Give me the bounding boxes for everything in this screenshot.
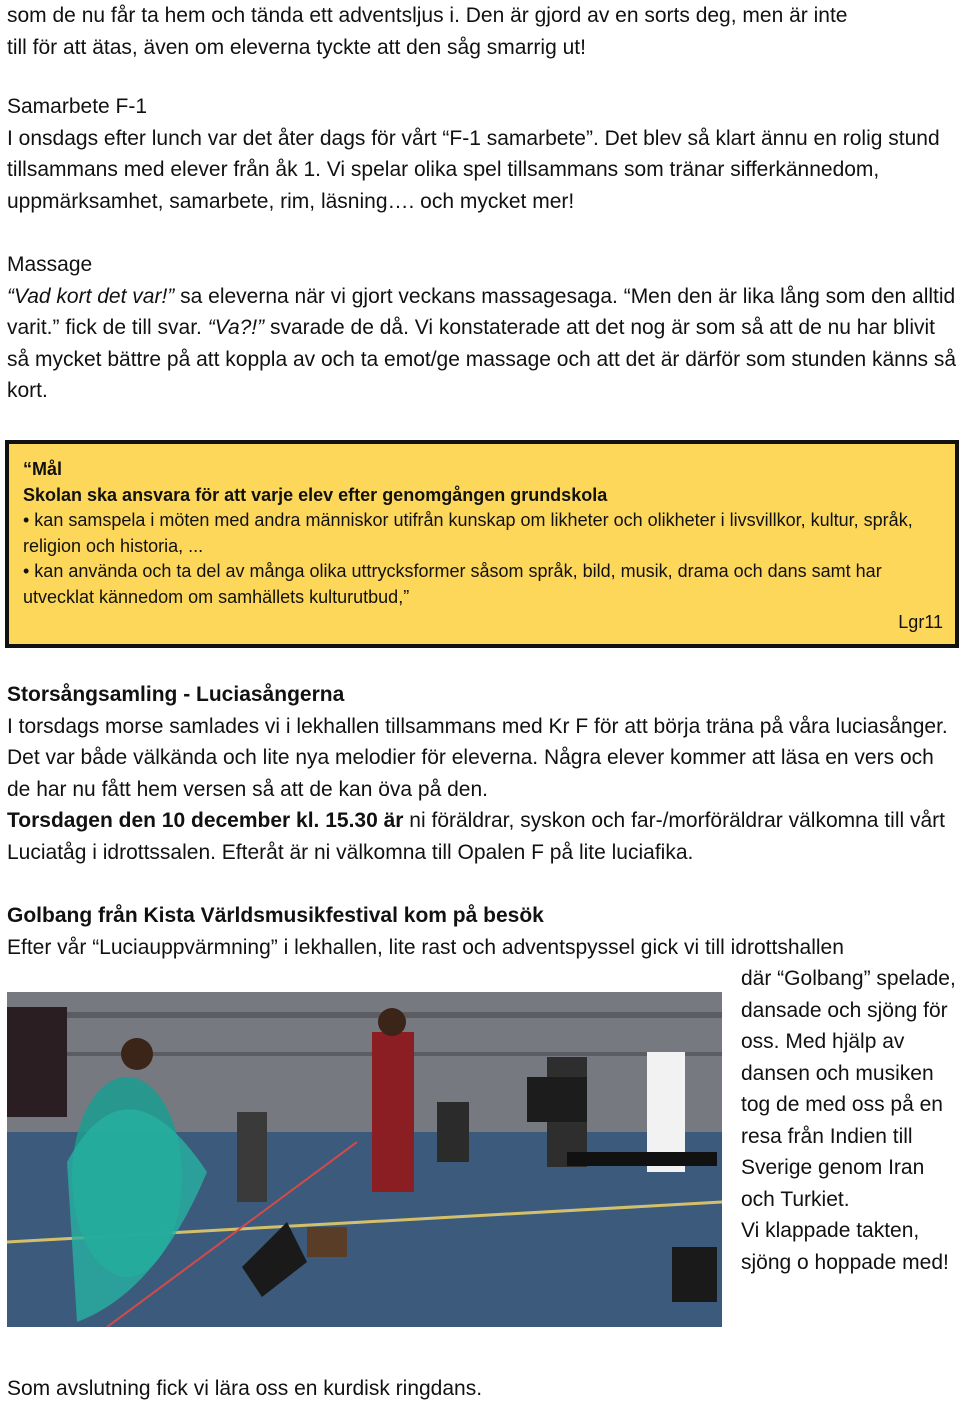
golbang-side-text: [741, 963, 956, 1278]
golbang-performance-photo: [7, 992, 722, 1327]
curriculum-goal-box: [5, 440, 959, 648]
massage-section: [7, 249, 957, 407]
goal-reference: Lgr11: [898, 612, 943, 632]
massage-quote-1: “Vad kort det var!”: [7, 284, 175, 308]
lucia-body-2: [7, 805, 957, 868]
golbang-heading: Golbang från Kista Världsmusikfestival kom på besök: [7, 904, 544, 927]
samarbete-heading: Samarbete F-1: [7, 95, 148, 118]
lucia-heading: Storsångsamling - Luciasångerna: [7, 683, 345, 706]
samarbete-body: I onsdags efter lunch var det åter dags för vårt “F-1 samarbete”. Det blev så klart ännu en rolig stund tillsammans med elever från åk 1. Vi spelar olika spel tillsammans som tränar sifferkännedom, uppmärksamhet, samarbete, rim, läsning…. och mycket mer!: [7, 126, 940, 213]
golbang-section: [7, 900, 957, 963]
massage-body: [7, 281, 957, 407]
golbang-closing: Som avslutning fick vi lära oss en kurdisk ringdans.: [7, 1377, 483, 1400]
goal-title: “Mål: [23, 459, 63, 479]
lucia-body: I torsdags morse samlades vi i lekhallen tillsammans med Kr F för att börja träna på våra luciasånger. Det var både välkända och lite nya melodier för eleverna. Några elever kommer att läsa en vers och de har nu fått hem versen så att de kan öva på den.: [7, 714, 948, 801]
massage-quote-2: “Va?!”: [207, 316, 265, 339]
intro-line-2: till för att ätas, även om eleverna tyckte att den såg smarrig ut!: [7, 35, 586, 59]
massage-text-1: sa eleverna när vi gjort veckans massagesaga. “Men den är lika lång som den alltid varit.” fick de till svar.: [7, 284, 956, 339]
photo-illustration: [7, 992, 722, 1327]
golbang-side-paragraph-2: Vi klappade takten, sjöng o hoppade med!: [741, 1219, 949, 1274]
goal-subtitle: Skolan ska ansvara för att varje elev efter genomgången grundskola: [23, 484, 608, 505]
intro-line-1: som de nu får ta hem och tända ett adventsljus i. Den är gjord av en sorts deg, men är inte: [7, 4, 848, 27]
massage-heading: Massage: [7, 253, 93, 276]
lucia-date: Torsdagen den 10 december kl. 15.30 är: [7, 809, 404, 832]
goal-bullet-1: • kan samspela i möten med andra människor utifrån kunskap om likheter och olikheter i livsvillkor, kultur, språk, religion och historia, ...: [23, 510, 913, 556]
golbang-intro: Efter vår “Luciauppvärmning” i lekhallen, lite rast och adventspyssel gick vi till idrottshallen: [7, 935, 844, 959]
samarbete-section: [7, 91, 957, 217]
lucia-section: [7, 679, 957, 868]
goal-bullet-2: • kan använda och ta del av många olika uttrycksformer såsom språk, bild, musik, drama och dans samt har utvecklat kännedom om samhällets kulturutbud,”: [23, 561, 882, 607]
golbang-side-paragraph: där “Golbang” spelade, dansade och sjöng för oss. Med hjälp av dansen och musiken tog de med oss på en resa från Indien till Sverige genom Iran och Turkiet.: [741, 967, 956, 1211]
goal-text: [23, 457, 938, 610]
massage-text-2: svarade de då. Vi konstaterade att det nog är som så att de nu har blivit så mycket bättre på att koppla av och ta emot/ge massage och att det är därför som stunden känns så kort.: [7, 316, 957, 402]
intro-paragraph: [7, 0, 957, 63]
lucia-body-2-text: ni föräldrar, syskon och far-/morföräldrar välkomna till vårt Luciatåg i idrottssalen. Efteråt är ni välkomna till Opalen F på lite luciafika.: [7, 809, 945, 864]
